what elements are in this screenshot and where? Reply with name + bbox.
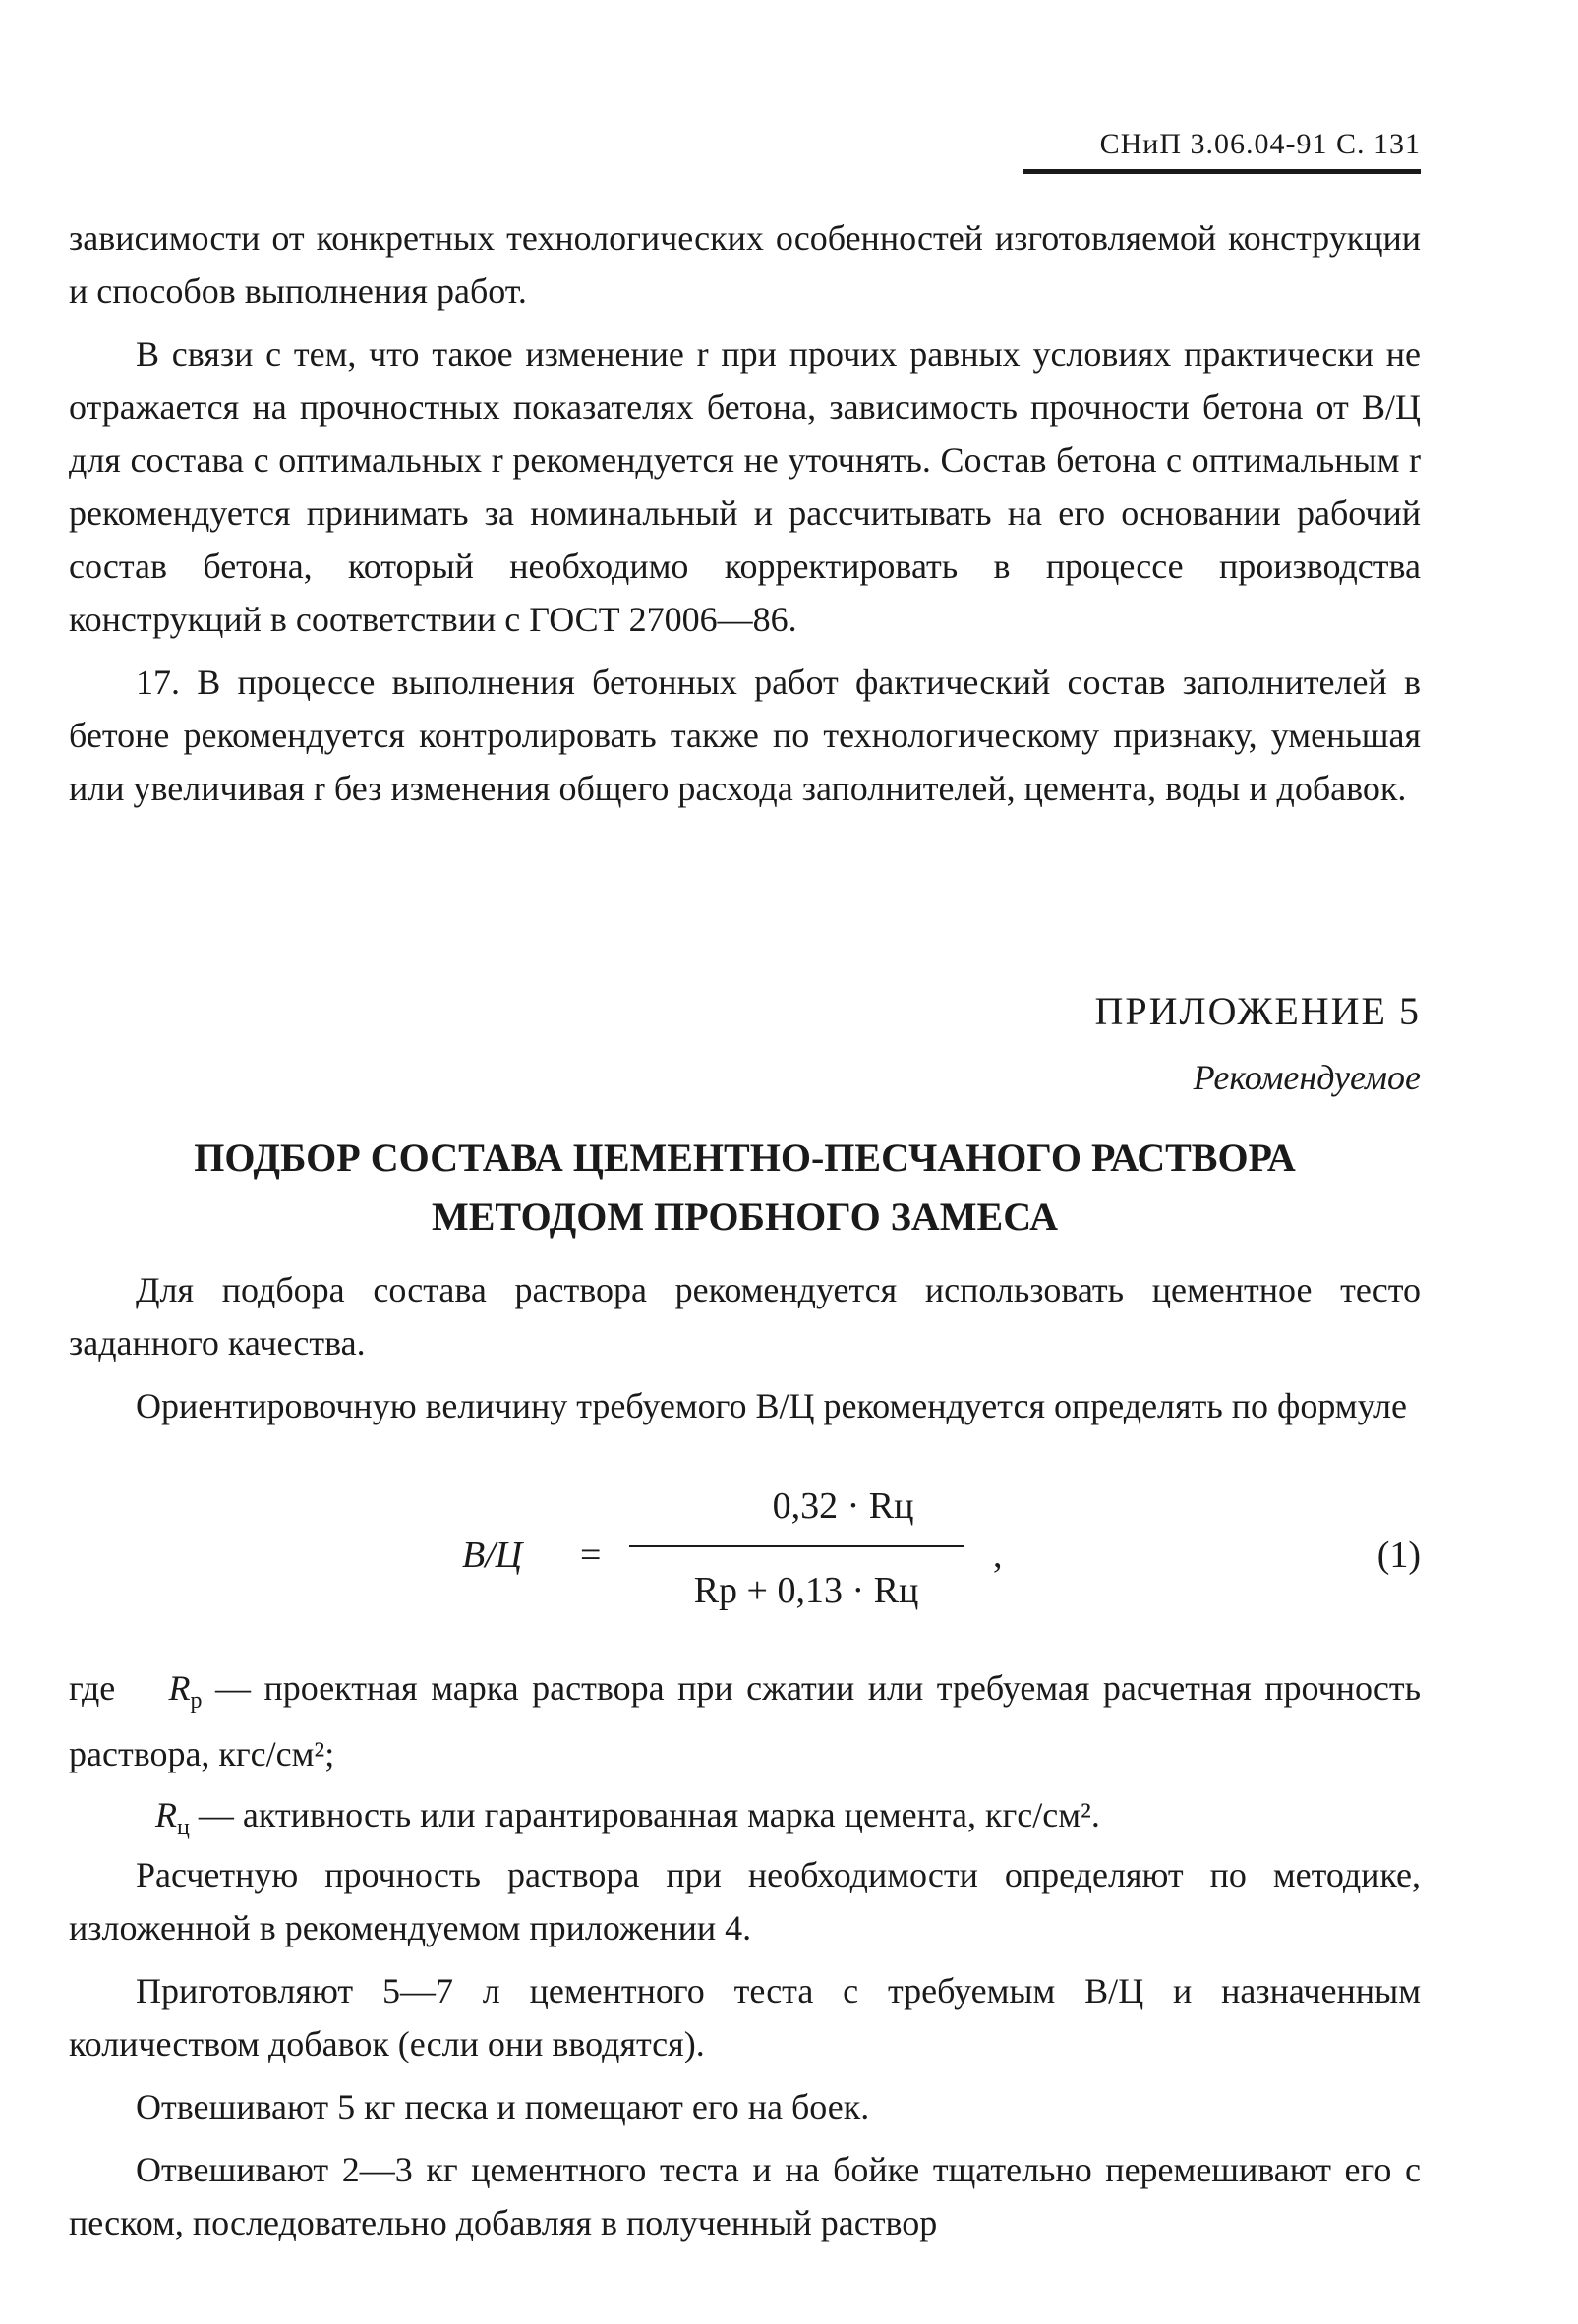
formula-lhs: В/Ц (462, 1535, 523, 1576)
symbol: R (168, 1668, 191, 1708)
fraction-bar (629, 1545, 964, 1547)
definition-item (69, 1788, 1421, 1854)
appendix-title-line: ПОДБОР СОСТАВА ЦЕМЕНТНО-ПЕСЧАНОГО РАСТВОРА (194, 1135, 1296, 1180)
definitions (69, 1661, 1421, 1862)
paragraph: зависимости от конкретных технологических особенностей изготовляемой конструкции и способов выполнения работ. (69, 218, 1421, 311)
paragraph: Отвешивают 2—3 кг цементного теста и на бойке тщательно перемешивают его с песком, последовательно добавляя в полученный раствор (69, 2150, 1421, 2242)
body-mid (69, 1263, 1421, 1442)
formula-comma: , (993, 1535, 1003, 1576)
symbol: R (155, 1795, 177, 1835)
appendix-title (69, 1129, 1421, 1247)
paragraph: Для подбора состава раствора рекомендуется использовать цементное тесто заданного качества. (69, 1270, 1421, 1363)
formula (462, 1484, 1013, 1642)
definition-item (69, 1661, 1421, 1780)
paragraph: Отвешивают 5 кг песка и помещают его на боек. (136, 2087, 870, 2126)
appendix-label: ПРИЛОЖЕНИЕ 5 (1094, 989, 1421, 1033)
running-head: СНиП 3.06.04-91 С. 131 (1023, 128, 1421, 174)
formula-equals: = (580, 1535, 602, 1576)
paragraph: Расчетную прочность раствора при необходимости определяют по методике, изложенной в рекомендуемом приложении 4. (69, 1855, 1421, 1947)
symbol-subscript: р (190, 1688, 203, 1714)
paragraph: Ориентировочную величину требуемого В/Ц рекомендуется определять по формуле (136, 1386, 1407, 1425)
formula-number: (1) (1376, 1535, 1421, 1576)
body-bottom (69, 1848, 1421, 2259)
formula-denominator: Rр + 0,13 · Rц (693, 1570, 919, 1611)
symbol-subscript: ц (177, 1815, 190, 1841)
definition-text: — активность или гарантированная марка цемента, кгс/см². (198, 1795, 1100, 1835)
definition-text: — проектная марка раствора при сжатии или требуемая расчетная прочность раствора, кгс/см²; (69, 1668, 1422, 1774)
appendix-title-line: МЕТОДОМ ПРОБНОГО ЗАМЕСА (432, 1194, 1058, 1239)
appendix-status: Рекомендуемое (1193, 1058, 1421, 1097)
paragraph-item-17: 17. В процессе выполнения бетонных работ фактический состав заполнителей в бетоне рекомендуется контролировать также по технологическому признаку, уменьшая или увеличивая r без изменения общего расхода заполнителей, цемента, воды и добавок. (69, 663, 1421, 808)
formula-numerator: 0,32 · Rц (772, 1485, 914, 1527)
paragraph: В связи с тем, что такое изменение r при прочих равных условиях практически не отражается на прочностных показателях бетона, зависимость прочности бетона от В/Ц для состава с оптимальных r рекомендуется не уточнять. Состав бетона с оптимальным r рекомендуется принимать за номинальный и рассчитывать на его основании рабочий состав бетона, который необходимо корректировать в процессе производства конструкций в соответствии с ГОСТ 27006—86. (69, 334, 1421, 639)
paragraph: Приготовляют 5—7 л цементного теста с требуемым В/Ц и назначенным количеством добавок (если они вводятся). (69, 1971, 1421, 2063)
body-top (69, 211, 1421, 825)
where-label: где (69, 1668, 116, 1708)
